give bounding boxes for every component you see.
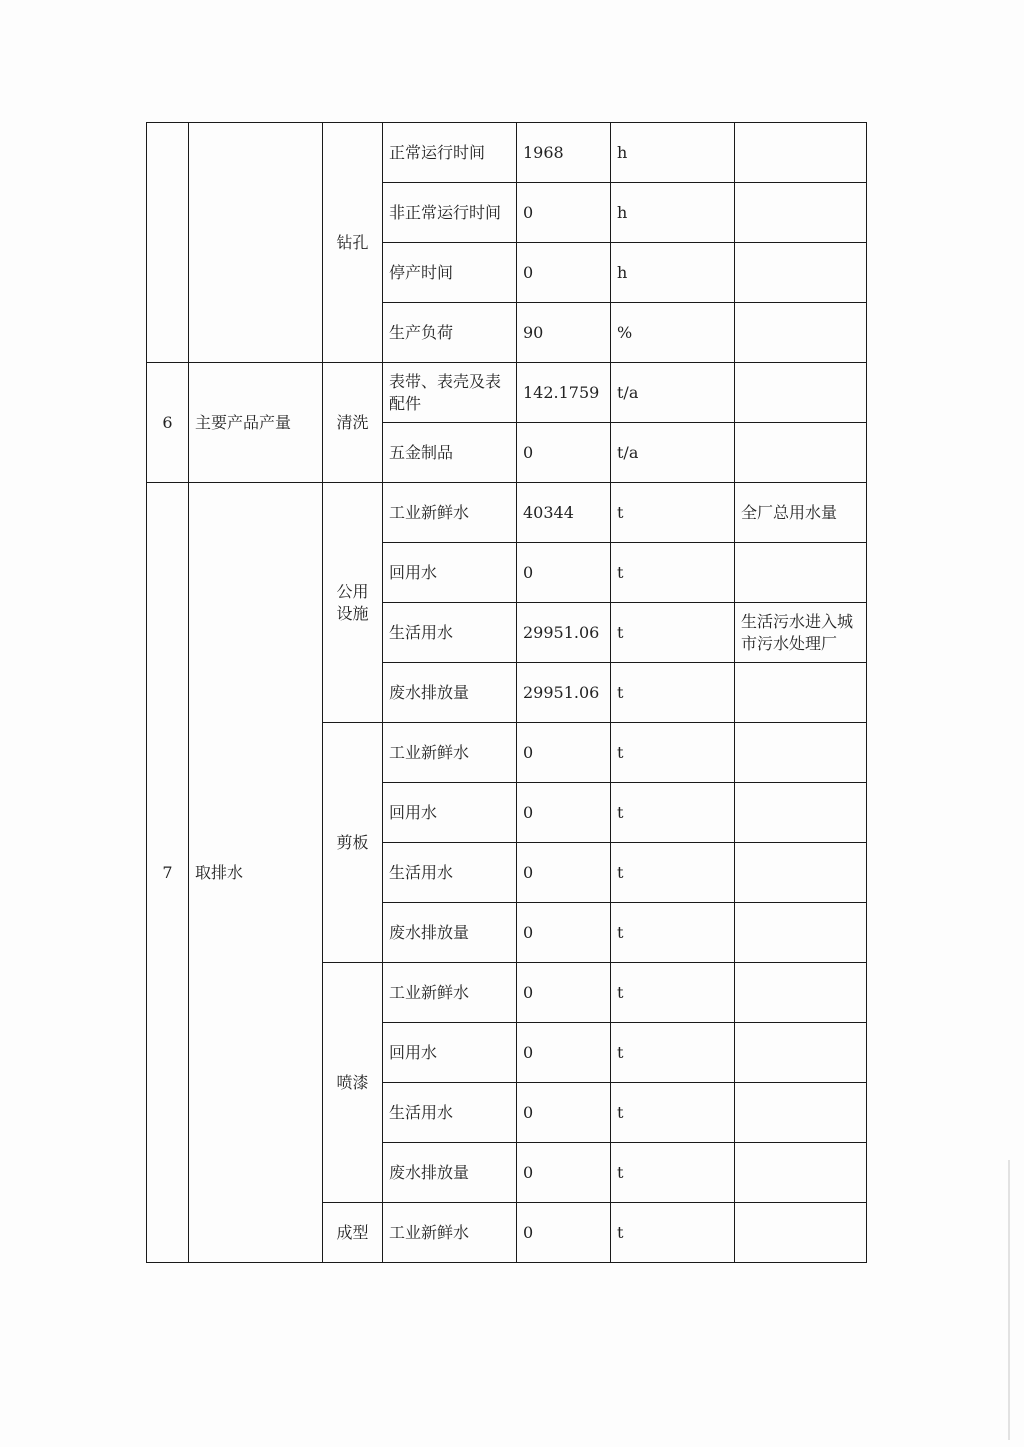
value-cell: 90 [517,303,611,363]
value-cell: 0 [517,1023,611,1083]
unit-cell: t [611,1203,735,1263]
unit-cell: h [611,243,735,303]
note-cell [735,783,867,843]
note-cell [735,843,867,903]
table-row [147,483,867,543]
note-cell [735,363,867,423]
note-cell [735,1143,867,1203]
value-cell: 0 [517,1143,611,1203]
water-production-table [146,122,867,1263]
value-cell: 0 [517,963,611,1023]
value-cell: 0 [517,723,611,783]
unit-cell: t [611,1083,735,1143]
item-cell: 生活用水 [383,843,517,903]
value-cell: 0 [517,543,611,603]
unit-cell: t [611,483,735,543]
item-cell: 回用水 [383,1023,517,1083]
value-cell: 0 [517,1083,611,1143]
note-cell [735,183,867,243]
process-cell: 钻孔 [323,123,383,363]
note-cell [735,303,867,363]
scan-edge-mark [1008,1160,1010,1440]
item-cell: 停产时间 [383,243,517,303]
value-cell: 1968 [517,123,611,183]
value-cell: 29951.06 [517,663,611,723]
note-cell [735,543,867,603]
unit-cell: t [611,1023,735,1083]
value-cell: 0 [517,423,611,483]
unit-cell: % [611,303,735,363]
process-cell: 清洗 [323,363,383,483]
unit-cell: h [611,183,735,243]
note-cell [735,663,867,723]
item-cell: 工业新鲜水 [383,723,517,783]
note-cell [735,903,867,963]
note-cell [735,723,867,783]
table-row [147,363,867,423]
value-cell: 40344 [517,483,611,543]
unit-cell: t [611,723,735,783]
value-cell: 0 [517,843,611,903]
process-cell: 剪板 [323,723,383,963]
item-cell: 生活用水 [383,603,517,663]
value-cell: 0 [517,183,611,243]
unit-cell: t [611,843,735,903]
note-cell [735,423,867,483]
value-cell: 29951.06 [517,603,611,663]
unit-cell: t [611,963,735,1023]
item-cell: 正常运行时间 [383,123,517,183]
note-cell [735,1023,867,1083]
category-cell: 取排水 [189,483,323,1263]
unit-cell: t [611,603,735,663]
row-number-cell: 7 [147,483,189,1263]
item-cell: 回用水 [383,783,517,843]
item-cell: 废水排放量 [383,1143,517,1203]
item-cell: 废水排放量 [383,663,517,723]
item-cell: 五金制品 [383,423,517,483]
value-cell: 0 [517,243,611,303]
item-cell: 非正常运行时间 [383,183,517,243]
item-cell: 工业新鲜水 [383,483,517,543]
value-cell: 142.1759 [517,363,611,423]
unit-cell: h [611,123,735,183]
item-cell: 废水排放量 [383,903,517,963]
process-cell: 成型 [323,1203,383,1263]
unit-cell: t [611,663,735,723]
process-cell: 公用设施 [323,483,383,723]
note-cell: 全厂总用水量 [735,483,867,543]
row-number-cell [147,123,189,363]
item-cell: 回用水 [383,543,517,603]
note-cell [735,963,867,1023]
item-cell: 生活用水 [383,1083,517,1143]
item-cell: 表带、表壳及表配件 [383,363,517,423]
value-cell: 0 [517,783,611,843]
unit-cell: t [611,783,735,843]
item-cell: 工业新鲜水 [383,963,517,1023]
value-cell: 0 [517,1203,611,1263]
note-cell [735,123,867,183]
item-cell: 工业新鲜水 [383,1203,517,1263]
process-cell: 喷漆 [323,963,383,1203]
unit-cell: t [611,543,735,603]
note-cell [735,1203,867,1263]
unit-cell: t/a [611,363,735,423]
table-row [147,123,867,183]
item-cell: 生产负荷 [383,303,517,363]
unit-cell: t [611,903,735,963]
category-cell [189,123,323,363]
note-cell [735,1083,867,1143]
value-cell: 0 [517,903,611,963]
note-cell [735,243,867,303]
category-cell: 主要产品产量 [189,363,323,483]
unit-cell: t [611,1143,735,1203]
note-cell: 生活污水进入城市污水处理厂 [735,603,867,663]
row-number-cell: 6 [147,363,189,483]
unit-cell: t/a [611,423,735,483]
